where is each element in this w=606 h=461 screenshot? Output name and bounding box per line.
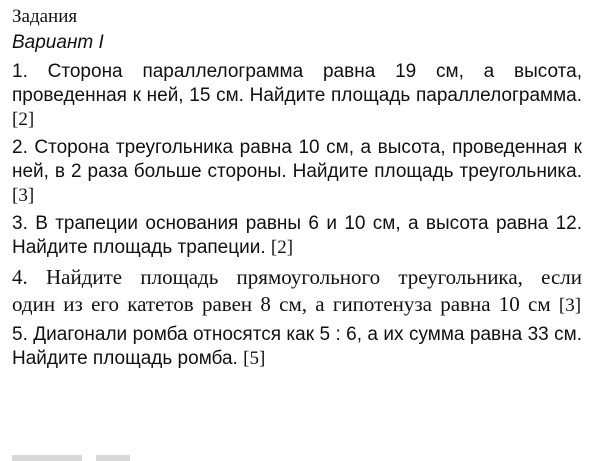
worksheet	[12, 6, 582, 375]
task-2	[12, 136, 582, 208]
task-3	[12, 212, 582, 260]
task-4	[12, 264, 582, 319]
variant-title: Вариант I	[12, 32, 104, 53]
task-3-text: 3. В трапеции основания равны 6 и 10 см, а высота равна 12. Найдите площадь трапеции.	[12, 213, 582, 258]
task-5-points: [5]	[243, 348, 266, 369]
task-1-text: 1. Сторона параллелограмма равна 19 см, а высота, проведенная к ней, 15 см. Найдите площадь параллелограмма.	[12, 61, 582, 106]
task-1-points: [2]	[12, 109, 35, 130]
task-4-text: 4. Найдите площадь прямоугольного треугольника, если один из его катетов равен 8 см, а гипотенуза равна 10 см	[12, 265, 582, 316]
task-3-points: [2]	[270, 237, 294, 258]
task-1	[12, 60, 582, 132]
task-2-points: [3]	[12, 185, 35, 206]
task-5	[12, 323, 582, 371]
task-2-text: 2. Сторона треугольника равна 10 см, а высота, проведенная к ней, в 2 раза больше стороны. Найдите площадь треугольника.	[12, 137, 582, 182]
task-4-points: [3]	[558, 295, 582, 316]
cut-off-next-line	[0, 452, 606, 461]
task-5-text: 5. Диагонали ромба относятся как 5 : 6, а их сумма равна 33 см. Найдите площадь ромба.	[12, 324, 582, 369]
section-heading: Задания	[12, 6, 78, 27]
